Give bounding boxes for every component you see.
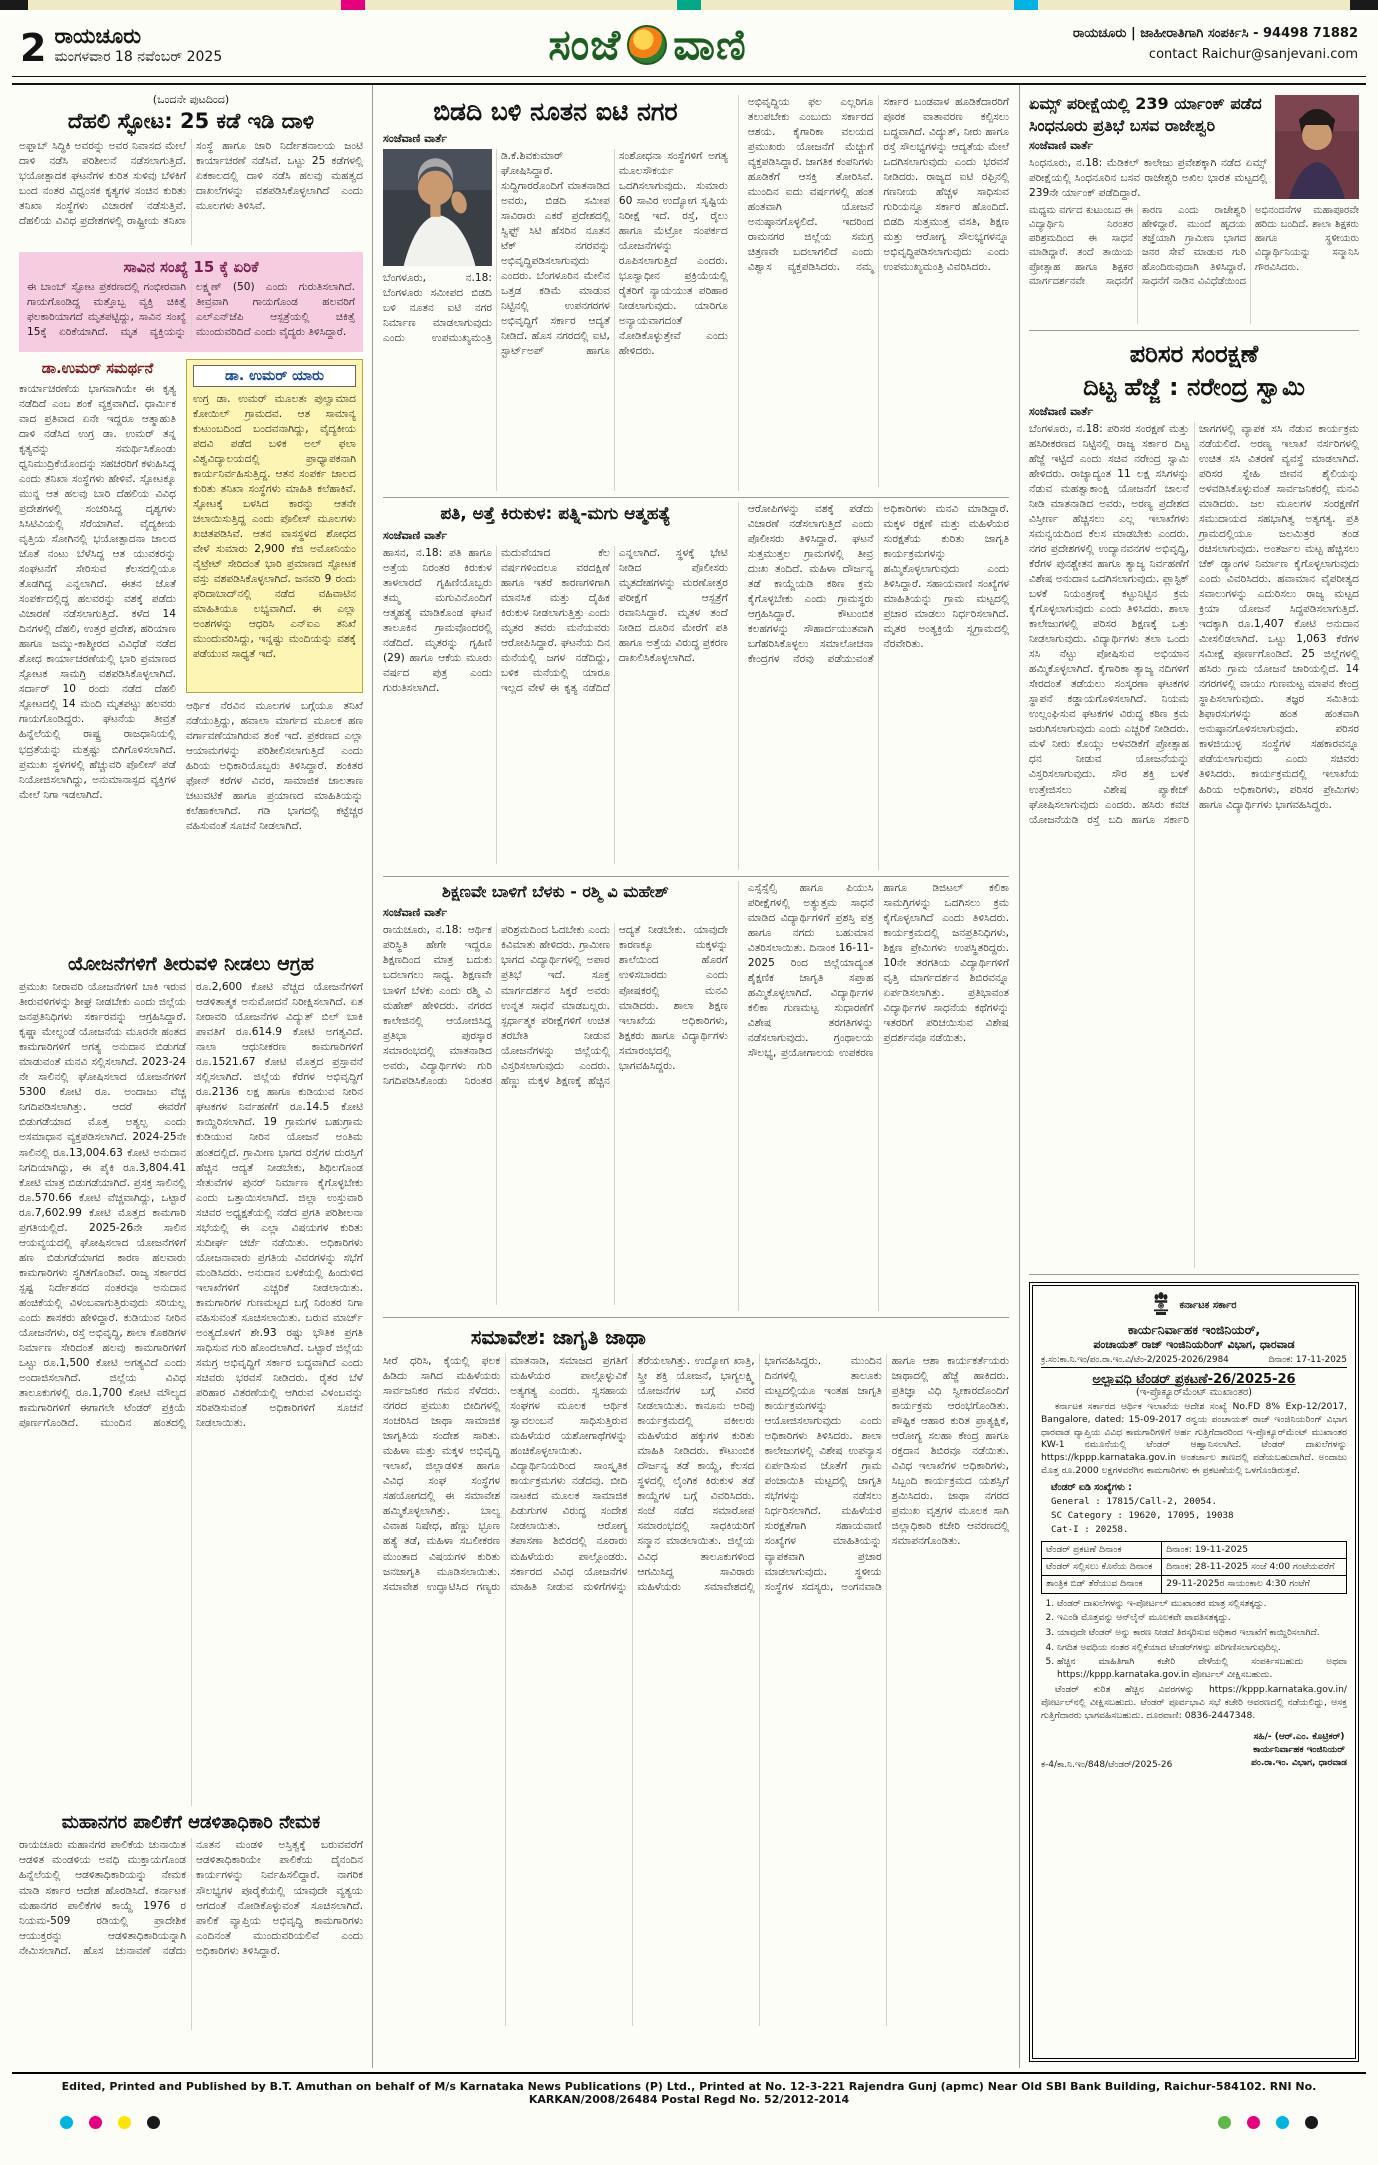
black-dot	[1305, 2116, 1318, 2129]
yojane-article-body: ಪ್ರಮುಖ ನೀರಾವರಿ ಯೋಜನೆಗಳಿಗೆ ಬಾಕಿ ಇರುವ ತೀರುವಳಿಗಳನ್ನು ಶೀಘ್ರ ನೀಡಬೇಕು ಎಂದು ಜಿಲ್ಲೆಯ ಜನಪ್ರತಿನಿಧಿಗಳು ಸರ್ಕಾರವನ್ನು ಆಗ್ರಹಿಸಿದ್ದಾರೆ. ಕೃಷ್ಣಾ ಮೇಲ್ದಂಡೆ ಯೋಜನೆಯ ಮೂರನೇ ಹಂತದ ಕಾಮಗಾರಿಗಳಿಗೆ ಅಗತ್ಯ ಅನುದಾನ ಬಿಡುಗಡೆ ಮಾಡುವಂತೆ ಮನವಿ ಸಲ್ಲಿಸಲಾಗಿದೆ. 2023-24 ನೇ ಸಾಲಿನಲ್ಲಿ ಘೋಷಿಸಲಾದ ಯೋಜನೆಗಳಿಗೆ 5300 ಕೋಟಿ ರೂ. ಅಂದಾಜು ವೆಚ್ಚ ನಿಗದಿಪಡಿಸಲಾಗಿತ್ತು. ಆದರೆ ಈವರೆಗೆ ಬಿಡುಗಡೆಯಾದ ಮೊತ್ತ ಅತ್ಯಲ್ಪ ಎಂದು ಅಸಮಾಧಾನ ವ್ಯಕ್ತಪಡಿಸಲಾಗಿದೆ. 2024-25ನೇ ಸಾಲಿನಲ್ಲಿ ರೂ.13,004.63 ಕೋಟಿ ಅನುದಾನ ನಿಗದಿಯಾಗಿದ್ದು, ಈ ಪೈಕಿ ರೂ.3,804.41 ಕೋಟಿ ಮಾತ್ರ ಬಿಡುಗಡೆಯಾಗಿದೆ. ಪ್ರಸಕ್ತ ಸಾಲಿನಲ್ಲಿ ರೂ.570.66 ಕೋಟಿ ವೆಚ್ಚವಾಗಿದ್ದು, ಒಟ್ಟಾರೆ ರೂ.7,602.99 ಕೋಟಿ ಮೊತ್ತದ ಕಾಮಗಾರಿ ಪ್ರಗತಿಯಲ್ಲಿದೆ. 2025-26ನೇ ಸಾಲಿನ ಆಯವ್ಯಯದಲ್ಲಿ ಘೋಷಿಸಲಾದ ಯೋಜನೆಗಳಿಗೆ ಹಣ ಬಿಡುಗಡೆಯಾಗದ ಕಾರಣ ಹಲವಾರು ಕಾಮಗಾರಿಗಳು ಸ್ಥಗಿತಗೊಂಡಿವೆ. ರಾಜ್ಯ ಸರ್ಕಾರದ ಸ್ಪಷ್ಟ ನಿರ್ದೇಶನದ ನಂತರವೂ ಅನುದಾನ ಹಂಚಿಕೆಯಲ್ಲಿ ವಿಳಂಬವಾಗುತ್ತಿರುವುದು ಸರಿಯಲ್ಲ ಎಂದು ಶಾಸಕರು ಹೇಳಿದ್ದಾರೆ. ಕುಡಿಯುವ ನೀರಿನ ಯೋಜನೆಗಳು, ರಸ್ತೆ ಅಭಿವೃದ್ಧಿ, ಶಾಲಾ ಕೊಠಡಿಗಳ ನಿರ್ಮಾಣ ಸೇರಿದಂತೆ ಹಲವು ಕಾಮಗಾರಿಗಳಿಗೆ ಒಟ್ಟು ರೂ.1,500 ಕೋಟಿ ಅಗತ್ಯವಿದೆ ಎಂದು ಅಂದಾಜಿಸಲಾಗಿದೆ. ಜಿಲ್ಲೆಯ ವಿವಿಧ ತಾಲೂಕುಗಳಲ್ಲಿ ರೂ.1,700 ಕೋಟಿ ಮೌಲ್ಯದ ಕಾಮಗಾರಿಗಳಿಗೆ ಈಗಾಗಲೇ ಟೆಂಡರ್ ಪ್ರಕ್ರಿಯೆ ಪೂರ್ಣಗೊಂಡಿದೆ. ಮುಂದಿನ ಹಂತದಲ್ಲಿ ರೂ.2,600 ಕೋಟಿ ವೆಚ್ಚದ ಯೋಜನೆಗಳಿಗೆ ಆಡಳಿತಾತ್ಮಕ ಅನುಮೋದನೆ ನಿರೀಕ್ಷಿಸಲಾಗಿದೆ. ಏತ ನೀರಾವರಿ ಯೋಜನೆಗಳ ವಿದ್ಯುತ್ ಬಿಲ್ ಬಾಕಿ ಪಾವತಿಗೆ ರೂ.614.9 ಕೋಟಿ ಅಗತ್ಯವಿದೆ. ನಾಲಾ ಆಧುನೀಕರಣ ಕಾಮಗಾರಿಗಳಿಗೆ ರೂ.1521.67 ಕೋಟಿ ಮೊತ್ತದ ಪ್ರಸ್ತಾವನೆ ಸಲ್ಲಿಸಲಾಗಿದೆ. ಜಿಲ್ಲೆಯ ಕೆರೆಗಳ ಅಭಿವೃದ್ಧಿಗೆ ರೂ.2136 ಲಕ್ಷ ಹಾಗೂ ಕುಡಿಯುವ ನೀರಿನ ಘಟಕಗಳ ನಿರ್ವಹಣೆಗೆ ರೂ.14.5 ಕೋಟಿ ಕಾಯ್ದಿರಿಸಲಾಗಿದೆ. 19 ಗ್ರಾಮಗಳ ಬಹುಗ್ರಾಮ ಕುಡಿಯುವ ನೀರಿನ ಯೋಜನೆ ಅಂತಿಮ ಹಂತದಲ್ಲಿದೆ. ಗ್ರಾಮೀಣ ಭಾಗದ ರಸ್ತೆಗಳ ದುರಸ್ತಿಗೆ ಹೆಚ್ಚಿನ ಆದ್ಯತೆ ನೀಡಬೇಕು, ಶಿಥಿಲಗೊಂಡ ಸೇತುವೆಗಳ ಪುನರ್ ನಿರ್ಮಾಣ ಕೈಗೊಳ್ಳಬೇಕು ಎಂದು ಒತ್ತಾಯಿಸಲಾಗಿದೆ. ಜಿಲ್ಲಾ ಉಸ್ತುವಾರಿ ಸಚಿವರ ಅಧ್ಯಕ್ಷತೆಯಲ್ಲಿ ನಡೆದ ಪ್ರಗತಿ ಪರಿಶೀಲನಾ ಸಭೆಯಲ್ಲಿ ಈ ಎಲ್ಲಾ ವಿಷಯಗಳ ಕುರಿತು ಸುದೀರ್ಘ ಚರ್ಚೆ ನಡೆಯಿತು. ಅಧಿಕಾರಿಗಳು ಯೋಜನಾವಾರು ಪ್ರಗತಿಯ ವಿವರಗಳನ್ನು ಸಭೆಗೆ ಮಂಡಿಸಿದರು. ಅನುದಾನ ಬಳಕೆಯಲ್ಲಿ ಹಿಂದುಳಿದ ಇಲಾಖೆಗಳಿಗೆ ಎಚ್ಚರಿಕೆ ನೀಡಲಾಯಿತು. ಕಾಮಗಾರಿಗಳ ಗುಣಮಟ್ಟದ ಬಗ್ಗೆ ನಿರಂತರ ನಿಗಾ ವಹಿಸುವಂತೆ ಸೂಚಿಸಲಾಯಿತು. ಬರುವ ಮಾರ್ಚ್ ಅಂತ್ಯದೊಳಗೆ ಶೇ.93 ರಷ್ಟು ಭೌತಿಕ ಪ್ರಗತಿ ಸಾಧಿಸುವ ಗುರಿ ಹೊಂದಲಾಗಿದೆ. ಒಟ್ಟಾರೆ ಜಿಲ್ಲೆಯ ಸಮಗ್ರ ಅಭಿವೃದ್ಧಿಗೆ ಸರ್ಕಾರ ಬದ್ಧವಾಗಿದೆ ಎಂದು ಸಚಿವರು ಭರವಸೆ ನೀಡಿದರು. ರೈತರ ಬೆಳೆ ಪರಿಹಾರ ವಿತರಣೆಯಲ್ಲಿ ಆಗಿರುವ ವಿಳಂಬವನ್ನು ಸರಿಪಡಿಸುವಂತೆ ಅಧಿಕಾರಿಗಳಿಗೆ ಸೂಚನೆ ನೀಡಲಾಯಿತು.	[19, 981, 363, 1430]
masthead	[0, 10, 1378, 74]
paper-title-left: ಸಂಜೆ	[548, 20, 622, 69]
delhi-article-middle	[19, 359, 363, 947]
advert-contact-line: ರಾಯಚೂರು | ಜಾಹೀರಾತಿಗಾಗಿ ಸಂಪರ್ಕಿಸಿ - 94498 71882	[1072, 26, 1358, 42]
color-marks-left	[60, 2116, 160, 2129]
page-number: 2	[20, 26, 47, 71]
article-samavesha	[383, 1318, 1009, 2027]
byline-pati-atte: ಸಂಜೆವಾಣಿ ವಾರ್ತೆ	[383, 528, 448, 542]
aims-article-lead: ಸಿಂಧನೂರು, ನ.18: ಮೆಡಿಕಲ್ ಕಾಲೇಜು ಪ್ರವೇಶಕ್ಕಾಗಿ ನಡೆದ ಏಮ್ಸ್ ಪರೀಕ್ಷೆಯಲ್ಲಿ ಸಿಂಧನೂರಿನ ಬಸವ ರಾಜೇಶ್ವರಿ ಅಖಿಲ ಭಾರತ ಮಟ್ಟದಲ್ಲಿ 239ನೇ ರ್ಯಾಂಕ್ ಪಡೆದಿದ್ದಾರೆ.	[1029, 156, 1267, 199]
bidadi-article-body-continued: ಅಭಿವೃದ್ಧಿಯ ಫಲ ಎಲ್ಲರಿಗೂ ತಲುಪಬೇಕು ಎಂಬುದು ಸರ್ಕಾರದ ಆಶಯ. ಕೈಗಾರಿಕಾ ವಲಯದ ಪ್ರಮುಖರು ಯೋಜನೆಗೆ ಮೆಚ್ಚುಗೆ ವ್ಯಕ್ತಪಡಿಸಿದ್ದಾರೆ. ಜಾಗತಿಕ ಕಂಪನಿಗಳು ಹೂಡಿಕೆಗೆ ಆಸಕ್ತಿ ತೋರಿಸಿವೆ. ಮುಂದಿನ ಐದು ವರ್ಷಗಳಲ್ಲಿ ಹಂತ ಹಂತವಾಗಿ ಯೋಜನೆ ಅನುಷ್ಠಾನಗೊಳ್ಳಲಿದೆ. ಇದರಿಂದ ರಾಮನಗರ ಜಿಲ್ಲೆಯ ಸಮಗ್ರ ಚಿತ್ರಣವೇ ಬದಲಾಗಲಿದೆ ಎಂದು ವಿಶ್ವಾಸ ವ್ಯಕ್ತಪಡಿಸಿದರು. ನಮ್ಮ ಸರ್ಕಾರ ಬಂಡವಾಳ ಹೂಡಿಕೆದಾರರಿಗೆ ಪೂರಕ ವಾತಾವರಣ ಕಲ್ಪಿಸಲು ಬದ್ಧವಾಗಿದೆ. ವಿದ್ಯುತ್, ನೀರು ಹಾಗೂ ರಸ್ತೆ ಸೌಲಭ್ಯಗಳನ್ನು ಆದ್ಯತೆಯ ಮೇಲೆ ಒದಗಿಸಲಾಗುವುದು ಎಂದು ಭರವಸೆ ನೀಡಿದರು. ರಾಜ್ಯದ ಐಟಿ ರಫ್ತಿನಲ್ಲಿ ಗಣನೀಯ ಹೆಚ್ಚಳ ಸಾಧಿಸುವ ಗುರಿಯನ್ನೂ ಸರ್ಕಾರ ಹೊಂದಿದೆ. ಬಿಡದಿ ಸುತ್ತಮುತ್ತ ವಸತಿ, ಶಿಕ್ಷಣ ಮತ್ತು ಆರೋಗ್ಯ ಸೌಲಭ್ಯಗಳನ್ನೂ ಅಭಿವೃದ್ಧಿಪಡಿಸಲಾಗುವುದು ಎಂದು ಉಪಮುಖ್ಯಮಂತ್ರಿ ವಿವರಿಸಿದರು.	[747, 96, 1009, 274]
tender-condition: 1. ಟೆಂಡರ್ ದಾಖಲೆಗಳನ್ನು ಇ-ಪೋರ್ಟಲ್ ಮುಖಾಂತರ ಮಾತ್ರ ಸಲ್ಲಿಸತಕ್ಕದ್ದು.	[1057, 1598, 1347, 1611]
tender-id-general: General : 17815/Call-2, 20054.	[1051, 1496, 1217, 1508]
byline-bidadi: ಸಂಜೆವಾಣಿ ವಾರ್ತೆ	[383, 131, 448, 145]
headline-aims-line2: ಸಿಂಧನೂರು ಪ್ರತಿಭೆ ಬಸವ ರಾಜೇಶ್ವರಿ	[1029, 115, 1216, 135]
shikshana-article-body-continued: ಎಸ್ಸೆಸ್ಸೆಲ್ಸಿ ಹಾಗೂ ಪಿಯುಸಿ ಪರೀಕ್ಷೆಗಳಲ್ಲಿ ಅತ್ಯುತ್ತಮ ಸಾಧನೆ ಮಾಡಿದ ವಿದ್ಯಾರ್ಥಿಗಳಿಗೆ ಪ್ರಶಸ್ತಿ ಪತ್ರ ಹಾಗೂ ನಗದು ಬಹುಮಾನ ವಿತರಿಸಲಾಯಿತು. ದಿನಾಂಕ 16-11-2025 ರಿಂದ ಜಿಲ್ಲೆಯಾದ್ಯಂತ ಶೈಕ್ಷಣಿಕ ಜಾಗೃತಿ ಸಪ್ತಾಹ ಹಮ್ಮಿಕೊಳ್ಳಲಾಗಿದೆ. ವಿದ್ಯಾರ್ಥಿಗಳ ಕಲಿಕಾ ಗುಣಮಟ್ಟ ಸುಧಾರಣೆಗೆ ವಿಶೇಷ ತರಗತಿಗಳನ್ನು ನಡೆಸಲಾಗುವುದು. ಗ್ರಂಥಾಲಯ ಸೌಲಭ್ಯ, ಪ್ರಯೋಗಾಲಯ ಉಪಕರಣ ಹಾಗೂ ಡಿಜಿಟಲ್ ಕಲಿಕಾ ಸಾಮಗ್ರಿಗಳನ್ನು ಒದಗಿಸಲು ಕ್ರಮ ಕೈಗೊಳ್ಳಲಾಗಿದೆ ಎಂದು ತಿಳಿಸಿದರು. ಕಾರ್ಯಕ್ರಮದಲ್ಲಿ ಜನಪ್ರತಿನಿಧಿಗಳು, ಶಿಕ್ಷಣ ಪ್ರೇಮಿಗಳು ಉಪಸ್ಥಿತರಿದ್ದರು. 10ನೇ ತರಗತಿಯ ವಿದ್ಯಾರ್ಥಿಗಳಿಗೆ ವೃತ್ತಿ ಮಾರ್ಗದರ್ಶನ ಶಿಬಿರವನ್ನೂ ಏರ್ಪಡಿಸಲಾಗಿತ್ತು. ಪ್ರತಿಭಾವಂತ ವಿದ್ಯಾರ್ಥಿಗಳ ಸಾಧನೆಯ ಕಥೆಗಳನ್ನು ಇತರರಿಗೆ ಪರಿಚಯಿಸುವ ವಿಶೇಷ ಪ್ರದರ್ಶನವೂ ನಡೆಯಿತು.	[747, 881, 1009, 1059]
dk-shivakumar-photo	[383, 149, 492, 266]
samavesha-article-body: ಸೀರೆ ಧರಿಸಿ, ಕೈಯಲ್ಲಿ ಫಲಕ ಹಿಡಿದು ಸಾಗಿದ ಮಹಿಳೆಯರು ಸಾರ್ವಜನಿಕರ ಗಮನ ಸೆಳೆದರು. ನಗರದ ಪ್ರಮುಖ ಬೀದಿಗಳಲ್ಲಿ ಸಂಚರಿಸಿದ ಜಾಥಾ ಸಾಮಾಜಿಕ ಜಾಗೃತಿಯ ಸಂದೇಶ ಸಾರಿತು. ಮಹಿಳಾ ಮತ್ತು ಮಕ್ಕಳ ಅಭಿವೃದ್ಧಿ ಇಲಾಖೆ, ಜಿಲ್ಲಾಡಳಿತ ಹಾಗೂ ವಿವಿಧ ಸಂಘ ಸಂಸ್ಥೆಗಳ ಸಹಯೋಗದಲ್ಲಿ ಈ ಸಮಾವೇಶ ಹಮ್ಮಿಕೊಳ್ಳಲಾಗಿತ್ತು. ಬಾಲ್ಯ ವಿವಾಹ ನಿಷೇಧ, ಹೆಣ್ಣು ಭ್ರೂಣ ಹತ್ಯೆ ತಡೆ, ಮಹಿಳಾ ಸಬಲೀಕರಣ ಮುಂತಾದ ವಿಷಯಗಳ ಕುರಿತು ಜನಜಾಗೃತಿ ಮೂಡಿಸಲಾಯಿತು. ಸಮಾವೇಶ ಉದ್ಘಾಟಿಸಿದ ಗಣ್ಯರು ಮಾತನಾಡಿ, ಸಮಾಜದ ಪ್ರಗತಿಗೆ ಮಹಿಳೆಯರ ಪಾಲ್ಗೊಳ್ಳುವಿಕೆ ಅತ್ಯಗತ್ಯ ಎಂದರು. ಸ್ವಸಹಾಯ ಸಂಘಗಳ ಮೂಲಕ ಆರ್ಥಿಕ ಸ್ವಾವಲಂಬನೆ ಸಾಧಿಸುತ್ತಿರುವ ಮಹಿಳೆಯರ ಯಶೋಗಾಥೆಗಳನ್ನು ಹಂಚಿಕೊಳ್ಳಲಾಯಿತು. ವಿದ್ಯಾರ್ಥಿನಿಯರಿಂದ ಸಾಂಸ್ಕೃತಿಕ ಕಾರ್ಯಕ್ರಮಗಳು ನಡೆದವು. ಬೀದಿ ನಾಟಕದ ಮೂಲಕ ಸಾಮಾಜಿಕ ಪಿಡುಗುಗಳ ವಿರುದ್ಧ ಸಂದೇಶ ನೀಡಲಾಯಿತು. ಆರೋಗ್ಯ ತಪಾಸಣಾ ಶಿಬಿರದಲ್ಲಿ ನೂರಾರು ಮಹಿಳೆಯರು ಪಾಲ್ಗೊಂಡರು. ಸರ್ಕಾರದ ವಿವಿಧ ಯೋಜನೆಗಳ ಮಾಹಿತಿ ನೀಡುವ ಮಳಿಗೆಗಳನ್ನು ತೆರೆಯಲಾಗಿತ್ತು. ಉದ್ಯೋಗ ಖಾತ್ರಿ, ಸ್ತ್ರೀ ಶಕ್ತಿ ಯೋಜನೆ, ಭಾಗ್ಯಲಕ್ಷ್ಮಿ ಯೋಜನೆಗಳ ಬಗ್ಗೆ ವಿವರ ನೀಡಲಾಯಿತು. ಕಾನೂನು ಅರಿವು ಕಾರ್ಯಕ್ರಮದಲ್ಲಿ ವಕೀಲರು ಮಹಿಳೆಯರ ಹಕ್ಕುಗಳ ಕುರಿತು ಮಾಹಿತಿ ನೀಡಿದರು. ಕೌಟುಂಬಿಕ ದೌರ್ಜನ್ಯ ತಡೆ ಕಾಯ್ದೆ, ಕೆಲಸದ ಸ್ಥಳದಲ್ಲಿ ಲೈಂಗಿಕ ಕಿರುಕುಳ ತಡೆ ಕಾಯ್ದೆಗಳ ಬಗ್ಗೆ ವಿವರಿಸಿದರು. ಸಂಜೆ ನಡೆದ ಸಮಾರೋಪ ಸಮಾರಂಭದಲ್ಲಿ ಸಾಧಕಿಯರಿಗೆ ಸನ್ಮಾನ ಮಾಡಲಾಯಿತು. ಜಿಲ್ಲೆಯ ವಿವಿಧ ತಾಲೂಕುಗಳಿಂದ ಆಗಮಿಸಿದ್ದ ಸಾವಿರಾರು ಮಹಿಳೆಯರು ಸಮಾವೇಶದಲ್ಲಿ ಭಾಗವಹಿಸಿದ್ದರು. ಮುಂದಿನ ದಿನಗಳಲ್ಲಿ ತಾಲೂಕು ಮಟ್ಟದಲ್ಲಿಯೂ ಇಂತಹ ಜಾಗೃತಿ ಕಾರ್ಯಕ್ರಮಗಳನ್ನು ಆಯೋಜಿಸಲಾಗುವುದು ಎಂದು ಅಧಿಕಾರಿಗಳು ತಿಳಿಸಿದರು. ಶಾಲಾ ಕಾಲೇಜುಗಳಲ್ಲಿ ವಿಶೇಷ ಉಪನ್ಯಾಸ ಏರ್ಪಡಿಸುವ ಜೊತೆಗೆ ಗ್ರಾಮ ಪಂಚಾಯಿತಿ ಮಟ್ಟದಲ್ಲಿ ಜಾಗೃತಿ ಸಭೆಗಳನ್ನು ನಡೆಸಲು ನಿರ್ಧರಿಸಲಾಗಿದೆ. ಮಹಿಳೆಯರ ಸುರಕ್ಷತೆಗಾಗಿ ಸಹಾಯವಾಣಿ ಸಂಖ್ಯೆಗಳ ಮಾಹಿತಿಯನ್ನು ವ್ಯಾಪಕವಾಗಿ ಪ್ರಚಾರ ಮಾಡಲಾಗುವುದು. ಸ್ಥಳೀಯ ಸಂಸ್ಥೆಗಳ ಸದಸ್ಯರು, ಅಂಗನವಾಡಿ ಹಾಗೂ ಆಶಾ ಕಾರ್ಯಕರ್ತೆಯರು ಜಾಥಾದಲ್ಲಿ ಹೆಜ್ಜೆ ಹಾಕಿದರು. ಪ್ರತಿಜ್ಞಾ ವಿಧಿ ಸ್ವೀಕಾರದೊಂದಿಗೆ ಕಾರ್ಯಕ್ರಮ ಆರಂಭಗೊಂಡಿತು. ಪೌಷ್ಟಿಕ ಆಹಾರ ಕುರಿತ ಪ್ರಾತ್ಯಕ್ಷಿಕೆ, ಆರೋಗ್ಯ ಸಲಹಾ ಕೇಂದ್ರ ಹಾಗೂ ರಕ್ತದಾನ ಶಿಬಿರವೂ ನಡೆಯಿತು. ವಿವಿಧ ಇಲಾಖೆಗಳ ಅಧಿಕಾರಿಗಳು, ಸಿಬ್ಬಂದಿ ಕಾರ್ಯಕ್ರಮದ ಯಶಸ್ಸಿಗೆ ಶ್ರಮಿಸಿದರು. ಜಾಥಾ ನಗರದ ಪ್ರಮುಖ ವೃತ್ತಗಳ ಮೂಲಕ ಸಾಗಿ ಜಿಲ್ಲಾಧಿಕಾರಿ ಕಚೇರಿ ಆವರಣದಲ್ಲಿ ಸಮಾಪನಗೊಂಡಿತು.	[383, 1355, 1009, 1593]
tender-schedule-row: ಟೆಂಡರ್ ಸಲ್ಲಿಸಲು ಕೊನೆಯ ದಿನಾಂಕ ದಿನಾಂಕ: 28-11-2025 ಸಂಜೆ 4:00 ಗಂಟೆಯವರೆಗೆ	[1042, 1558, 1347, 1575]
karnataka-emblem-icon	[1151, 1291, 1171, 1321]
bidadi-article-body: ಬೆಂಗಳೂರು, ನ.18: ಬೆಂಗಳೂರು ಸಮೀಪದ ಬಿಡದಿ ಬಳಿ ನೂತನ ಐಟಿ ನಗರ ನಿರ್ಮಾಣ ಮಾಡಲಾಗುವುದು ಎಂದು ಉಪಮುಖ್ಯಮಂತ್ರಿ ಡಿ.ಕೆ.ಶಿವಕುಮಾರ್ ಘೋಷಿಸಿದ್ದಾರೆ. ಸುದ್ದಿಗಾರರೊಂದಿಗೆ ಮಾತನಾಡಿದ ಅವರು, ಬಿಡದಿ ಸಮೀಪ ಸಾವಿರಾರು ಎಕರೆ ಪ್ರದೇಶದಲ್ಲಿ ಸ್ವಿಫ್ಟ್ ಸಿಟಿ ಹೆಸರಿನ ನೂತನ ಟೆಕ್ ನಗರವನ್ನು ಅಭಿವೃದ್ಧಿಪಡಿಸಲಾಗುವುದು ಎಂದರು. ಬೆಂಗಳೂರಿನ ಮೇಲಿನ ಒತ್ತಡ ಕಡಿಮೆ ಮಾಡುವ ನಿಟ್ಟಿನಲ್ಲಿ ಉಪನಗರಗಳ ಅಭಿವೃದ್ಧಿಗೆ ಸರ್ಕಾರ ಆದ್ಯತೆ ನೀಡಿದೆ. ಹೊಸ ನಗರದಲ್ಲಿ ಐಟಿ, ಸ್ಟಾರ್ಟ್‌ಅಪ್ ಹಾಗೂ ಸಂಶೋಧನಾ ಸಂಸ್ಥೆಗಳಿಗೆ ಅಗತ್ಯ ಮೂಲಸೌಕರ್ಯ ಒದಗಿಸಲಾಗುವುದು. ಸುಮಾರು 60 ಸಾವಿರ ಉದ್ಯೋಗ ಸೃಷ್ಟಿಯ ನಿರೀಕ್ಷೆ ಇದೆ. ರಸ್ತೆ, ರೈಲು ಹಾಗೂ ಮೆಟ್ರೋ ಸಂಪರ್ಕದ ಯೋಜನೆಗಳನ್ನು ರೂಪಿಸಲಾಗುತ್ತಿದೆ ಎಂದರು. ಭೂಸ್ವಾಧೀನ ಪ್ರಕ್ರಿಯೆಯಲ್ಲಿ ರೈತರಿಗೆ ನ್ಯಾಯಯುತ ಪರಿಹಾರ ನೀಡಲಾಗುವುದು. ಯಾರಿಗೂ ಅನ್ಯಾಯವಾಗದಂತೆ ನೋಡಿಕೊಳ್ಳುತ್ತೇವೆ ಎಂದು ಹೇಳಿದರು.	[383, 149, 728, 357]
article-parisara	[1029, 331, 1359, 1275]
umar-defense-heading: ಡಾ.ಉಮರ್ ಸಮರ್ಥನೆ	[41, 360, 154, 377]
aims-article-body: ಮಧ್ಯಮ ವರ್ಗದ ಕುಟುಂಬದ ಈ ವಿದ್ಯಾರ್ಥಿನಿ ನಿರಂತರ ಪರಿಶ್ರಮದಿಂದ ಈ ಸಾಧನೆ ಮಾಡಿದ್ದಾರೆ. ತಂದೆ ತಾಯಿಯ ಪ್ರೋತ್ಸಾಹ ಹಾಗೂ ಶಿಕ್ಷಕರ ಮಾರ್ಗದರ್ಶನವೇ ಸಾಧನೆಗೆ ಕಾರಣ ಎಂದು ರಾಜೇಶ್ವರಿ ಹೇಳಿದ್ದಾರೆ. ಮುಂದೆ ಹೃದಯ ತಜ್ಞೆಯಾಗಿ ಗ್ರಾಮೀಣ ಭಾಗದ ಜನರ ಸೇವೆ ಮಾಡುವ ಗುರಿ ಹೊಂದಿರುವುದಾಗಿ ತಿಳಿಸಿದ್ದಾರೆ. ಸಾಧನೆಗೆ ನಾಡಿನ ವಿವಿಧೆಡೆಯಿಂದ ಅಭಿನಂದನೆಗಳ ಮಹಾಪೂರವೇ ಹರಿದು ಬಂದಿದೆ. ಶಾಲಾ ಶಿಕ್ಷಕರು ಹಾಗೂ ಸ್ಥಳೀಯರು ವಿದ್ಯಾರ್ಥಿನಿಯನ್ನು ಸನ್ಮಾನಿಸಿ ಗೌರವಿಸಿದರು.	[1029, 204, 1359, 287]
headline-aims-line1: ಏಮ್ಸ್ ಪರೀಕ್ಷೆಯಲ್ಲಿ 239 ರ್ಯಾಂಕ್ ಪಡೆದ	[1029, 94, 1262, 113]
reg-mark-black-left	[0, 0, 28, 10]
tender-id-cat1: Cat-I : 20258.	[1051, 1523, 1129, 1535]
tender-signature-block	[1251, 1731, 1347, 1770]
magenta-dot	[1247, 2116, 1260, 2129]
headline-samavesha: ಸಮಾವೇಶ: ಜಾಗೃತಿ ಜಾಥಾ	[470, 1324, 646, 1349]
umar-defense-body: ಕಾರ್ಯಾಚರಣೆಯ ಭಾಗವಾಗಿಯೇ ಈ ಕೃತ್ಯ ನಡೆದಿದೆ ಎಂಬ ಶಂಕೆ ವ್ಯಕ್ತವಾಗಿದೆ. ಧಾರ್ಮಿಕ ವಾದ ಪ್ರತಿವಾದ ಏನೇ ಇದ್ದರೂ ಆತ್ಮಾಹುತಿ ದಾಳಿ ನಡೆಸಿದ ಉಗ್ರ ಡಾ. ಉಮರ್ ತನ್ನ ಕೃತ್ಯವನ್ನು ಸಮರ್ಥಿಸಿಕೊಂಡು ಧ್ವನಿಮುದ್ರಿಕೆಯೊಂದನ್ನು ಸಹಚರರಿಗೆ ಕಳುಹಿಸಿದ್ದ ಎಂದು ತನಿಖಾ ಸಂಸ್ಥೆಗಳು ಹೇಳಿವೆ. ಸ್ಫೋಟಕ್ಕೂ ಮುನ್ನ ಆತ ಹಲವು ಬಾರಿ ದೆಹಲಿಯ ವಿವಿಧ ಪ್ರದೇಶಗಳಲ್ಲಿ ಸಂಚರಿಸಿದ್ದ ದೃಶ್ಯಗಳು ಸಿಸಿಟಿವಿಯಲ್ಲಿ ಸೆರೆಯಾಗಿವೆ. ವೈದ್ಯಕೀಯ ವೃತ್ತಿಯ ಸೋಗಿನಲ್ಲಿ ಭಯೋತ್ಪಾದನಾ ಜಾಲದ ಜೊತೆ ನಂಟು ಬೆಳೆಸಿದ್ದ ಆತ ಯುವಕರನ್ನು ಸಂಘಟನೆಗೆ ಸೇರಿಸುವ ಕೆಲಸದಲ್ಲಿಯೂ ತೊಡಗಿದ್ದ ಎನ್ನಲಾಗಿದೆ. ಈತನ ಜೊತೆ ಸಂಪರ್ಕದಲ್ಲಿದ್ದ ಹಲವರನ್ನು ವಶಕ್ಕೆ ಪಡೆದು ವಿಚಾರಣೆ ನಡೆಸಲಾಗುತ್ತಿದೆ. ಕಳೆದ 14 ದಿನಗಳಲ್ಲಿ ದೆಹಲಿ, ಉತ್ತರ ಪ್ರದೇಶ, ಹರಿಯಾಣ ಹಾಗೂ ಜಮ್ಮು-ಕಾಶ್ಮೀರದ ವಿವಿಧೆಡೆ ನಡೆದ ಶೋಧ ಕಾರ್ಯಾಚರಣೆಯಲ್ಲಿ ಭಾರಿ ಪ್ರಮಾಣದ ಸ್ಫೋಟಕ ಸಾಮಗ್ರಿ ವಶಪಡಿಸಿಕೊಳ್ಳಲಾಗಿದೆ. ಸರ್ದಾರ್ 10 ರಂದು ನಡೆದ ದೆಹಲಿ ಸ್ಫೋಟದಲ್ಲಿ 14 ಮಂದಿ ಮೃತಪಟ್ಟು ಹಲವರು ಗಾಯಗೊಂಡಿದ್ದರು. ಘಟನೆಯ ತೀವ್ರತೆ ಹಿನ್ನೆಲೆಯಲ್ಲಿ ರಾಷ್ಟ್ರ ರಾಜಧಾನಿಯಲ್ಲಿ ಭದ್ರತೆಯನ್ನು ಮತ್ತಷ್ಟು ಬಿಗಿಗೊಳಿಸಲಾಗಿದೆ. ಪ್ರಮುಖ ಸ್ಥಳಗಳಲ್ಲಿ ಹೆಚ್ಚುವರಿ ಪೊಲೀಸ್ ಪಡೆ ನಿಯೋಜಿಸಲಾಗಿದ್ದು, ಅನುಮಾನಾಸ್ಪದ ವ್ಯಕ್ತಿಗಳ ಮೇಲೆ ನಿಗಾ ಇಡಲಾಗಿದೆ.	[19, 382, 176, 801]
tender-signature-office: ಪಂ.ರಾ.ಇಂ. ವಿಭಾಗ, ಧಾರವಾಡ	[1251, 1758, 1347, 1769]
tender-notice	[1029, 1282, 1359, 2062]
article-pati-atte	[383, 498, 1009, 877]
article-shikshana	[383, 877, 1009, 1318]
imprint-line: Edited, Printed and Published by B.T. Amuthan on behalf of M/s Karnataka News Publications (P) Ltd., Printed at No. 12-3-221 Rajendra Gunj (apmc) Near Old SBI Bank Building, Raichur-584102. RNI No. KARKAN/2008/26484 Postal Regd No. 52/2012-2014	[12, 2072, 1366, 2108]
headline-delhi-blast: ದೆಹಲಿ ಸ್ಫೋಟ: 25 ಕಡೆ ಇಡಿ ದಾಳಿ	[67, 109, 315, 133]
tender-conditions-list	[1057, 1598, 1347, 1682]
headline-yojane: ಯೋಜನೆಗಳಿಗೆ ತೀರುವಳಿ ನೀಡಲು ಆಗ್ರಹ	[68, 952, 314, 975]
death-toll-heading: ಸಾವಿನ ಸಂಖ್ಯೆ 15 ಕ್ಕೆ ಏರಿಕೆ	[123, 257, 259, 276]
headline-shikshana: ಶಿಕ್ಷಣವೇ ಬಾಳಿಗೆ ಬೆಳಕು - ರಶ್ಮಿ ವಿ ಮಹೇಶ್	[442, 881, 669, 901]
magenta-dot	[89, 2116, 102, 2129]
contact-email: contact Raichur@sanjevani.com	[1148, 47, 1358, 62]
continuation-label: (ಒಂದನೇ ಪುಟದಿಂದ)	[152, 93, 230, 106]
mahanagara-article-body: ರಾಯಚೂರು ಮಹಾನಗರ ಪಾಲಿಕೆಯ ಚುನಾಯಿತ ಆಡಳಿತ ಮಂಡಳಿಯ ಅವಧಿ ಮುಕ್ತಾಯಗೊಂಡ ಹಿನ್ನೆಲೆಯಲ್ಲಿ ಆಡಳಿತಾಧಿಕಾರಿಯನ್ನು ನೇಮಕ ಮಾಡಿ ಸರ್ಕಾರ ಆದೇಶ ಹೊರಡಿಸಿದೆ. ಕರ್ನಾಟಕ ಮಹಾನಗರ ಪಾಲಿಕೆಗಳ ಕಾಯ್ದೆ 1976 ರ ನಿಯಮ-509 ರಡಿಯಲ್ಲಿ ಪ್ರಾದೇಶಿಕ ಆಯುಕ್ತರನ್ನು ಆಡಳಿತಾಧಿಕಾರಿಯನ್ನಾಗಿ ನೇಮಿಸಲಾಗಿದೆ. ಹೊಸ ಚುನಾವಣೆ ನಡೆದು ನೂತನ ಮಂಡಳಿ ಅಸ್ತಿತ್ವಕ್ಕೆ ಬರುವವರೆಗೆ ಆಡಳಿತಾಧಿಕಾರಿಯೇ ಪಾಲಿಕೆಯ ದೈನಂದಿನ ಕಾರ್ಯಗಳನ್ನು ನಿರ್ವಹಿಸಲಿದ್ದಾರೆ. ನಾಗರಿಕ ಸೌಲಭ್ಯಗಳ ಪೂರೈಕೆಯಲ್ಲಿ ಯಾವುದೇ ವ್ಯತ್ಯಯ ಆಗದಂತೆ ನೋಡಿಕೊಳ್ಳುವಂತೆ ಸೂಚಿಸಲಾಗಿದೆ. ಪಾಲಿಕೆ ವ್ಯಾಪ್ತಿಯ ಅಭಿವೃದ್ಧಿ ಕಾಮಗಾರಿಗಳು ಎಂದಿನಂತೆ ಮುಂದುವರಿಯಲಿವೆ ಎಂದು ಅಧಿಕಾರಿಗಳು ತಿಳಿಸಿದ್ದಾರೆ.	[19, 1839, 363, 1957]
tender-signature-name: ಸಹಿ/- (ಆರ್.ಎಂ. ಕೊಟ್ರಿಕರ್)	[1253, 1731, 1345, 1742]
paper-logo-icon	[627, 25, 667, 65]
tender-condition: 5. ಹೆಚ್ಚಿನ ಮಾಹಿತಿಗಾಗಿ ಕಚೇರಿ ವೇಳೆಯಲ್ಲಿ ಸಂಪರ್ಕಿಸಬಹುದು ಅಥವಾ https://kppp.karnataka.gov.in ಪೋರ್ಟಲ್ ವೀಕ್ಷಿಸಬಹುದು.	[1057, 1656, 1347, 1681]
left-column	[10, 85, 372, 2068]
tender-govt-name: ಕರ್ನಾಟಕ ಸರ್ಕಾರ	[1179, 1300, 1237, 1312]
tender-footer-reference: ಕ-4/ಕಾ.ನಿ.ಇಂ/848/ಟೆಂಡರ್/2025-26	[1041, 1760, 1173, 1771]
headline-parisara-line1: ಪರಿಸರ ಸಂರಕ್ಷಣೆ	[1129, 339, 1259, 368]
tender-office-line1: ಕಾರ್ಯನಿರ್ವಾಹಕ ಇಂಜಿನಿಯರ್,	[1127, 1321, 1261, 1337]
tender-paragraph-2: ಟೆಂಡರ್ ಕುರಿತ ಹೆಚ್ಚಿನ ವಿವರಗಳನ್ನು https://kppp.karnataka.gov.in/ ಪೋರ್ಟಲ್‌ನಲ್ಲಿ ವೀಕ್ಷಿಸಬಹುದು. ಟೆಂಡರ್ ಪೂರ್ವಭಾವಿ ಸಭೆ ಕಚೇರಿ ಆವರಣದಲ್ಲಿ ನಡೆಯಲಿದ್ದು, ಆಸಕ್ತ ಗುತ್ತಿಗೆದಾರರು ಭಾಗವಹಿಸಬಹುದು. ದೂರವಾಣಿ: 0836-2447348.	[1041, 1684, 1347, 1722]
cyan-dot	[1276, 2116, 1289, 2129]
headline-parisara-line2: ದಿಟ್ಟ ಹೆಜ್ಜೆ : ನರೇಂದ್ರ ಸ್ವಾಮಿ	[1083, 372, 1305, 401]
tender-signature-title: ಕಾರ್ಯನಿರ್ವಾಹಕ ಇಂಜಿನಿಯರ್	[1253, 1745, 1345, 1755]
basava-rajeshwari-photo	[1275, 95, 1359, 199]
paper-title	[548, 20, 746, 70]
tender-schedule-table	[1041, 1541, 1347, 1594]
tender-schedule-row: ಟೆಂಡರ್ ಪ್ರಕಟಣೆ ದಿನಾಂಕ ದಿನಾಂಕ: 19-11-2025	[1042, 1541, 1347, 1558]
paper-title-right: ವಾಣಿ	[673, 20, 747, 69]
umar-profile-heading: ಡಾ. ಉಮರ್ ಯಾರು	[193, 365, 356, 387]
green-dot	[1218, 2116, 1231, 2129]
tender-office-line2: ಪಂಚಾಯತ್ ರಾಜ್ ಇಂಜಿನಿಯರಿಂಗ್ ವಿಭಾಗ, ಧಾರವಾಡ	[1093, 1337, 1295, 1351]
page-body	[0, 85, 1378, 2068]
cyan-dot	[60, 2116, 73, 2129]
delhi-article-continuation: ಆರ್ಥಿಕ ನೆರವಿನ ಮೂಲಗಳ ಬಗ್ಗೆಯೂ ತನಿಖೆ ನಡೆಯುತ್ತಿದ್ದು, ಹವಾಲಾ ಮಾರ್ಗದ ಮೂಲಕ ಹಣ ವರ್ಗಾವಣೆಯಾಗಿರುವ ಶಂಕೆ ಇದೆ. ಪ್ರಕರಣದ ಎಲ್ಲಾ ಆಯಾಮಗಳನ್ನು ಪರಿಶೀಲಿಸಲಾಗುತ್ತಿದೆ ಎಂದು ಹಿರಿಯ ಅಧಿಕಾರಿಯೊಬ್ಬರು ತಿಳಿಸಿದ್ದಾರೆ. ಶಂಕಿತರ ಫೋನ್ ಕರೆಗಳ ವಿವರ, ಸಾಮಾಜಿಕ ಜಾಲತಾಣ ಚಟುವಟಿಕೆ ಹಾಗೂ ಪ್ರಯಾಣದ ಮಾಹಿತಿಯನ್ನು ಕಲೆಹಾಕಲಾಗಿದೆ. ಗಡಿ ಭಾಗದಲ್ಲಿ ಕಟ್ಟೆಚ್ಚರ ವಹಿಸುವಂತೆ ಸೂಚನೆ ನೀಡಲಾಗಿದೆ.	[185, 699, 363, 833]
pati-atte-article-body: ಹಾಸನ, ನ.18: ಪತಿ ಹಾಗೂ ಅತ್ತೆಯ ನಿರಂತರ ಕಿರುಕುಳ ತಾಳಲಾರದೆ ಗೃಹಿಣಿಯೊಬ್ಬರು ತಮ್ಮ ಮಗುವಿನೊಂದಿಗೆ ಆತ್ಮಹತ್ಯೆ ಮಾಡಿಕೊಂಡ ಘಟನೆ ತಾಲೂಕಿನ ಗ್ರಾಮವೊಂದರಲ್ಲಿ ನಡೆದಿದೆ. ಮೃತರನ್ನು ಗೃಹಿಣಿ (29) ಹಾಗೂ ಆಕೆಯ ಮೂರು ವರ್ಷದ ಪುತ್ರ ಎಂದು ಗುರುತಿಸಲಾಗಿದೆ. ಮದುವೆಯಾದ ಕೆಲ ವರ್ಷಗಳಿಂದಲೂ ವರದಕ್ಷಿಣೆ ಹಾಗೂ ಇತರೆ ಕಾರಣಗಳಿಗಾಗಿ ಮಾನಸಿಕ ಮತ್ತು ದೈಹಿಕ ಕಿರುಕುಳ ನೀಡಲಾಗುತ್ತಿತ್ತು ಎಂದು ಮೃತರ ತವರು ಮನೆಯವರು ಆರೋಪಿಸಿದ್ದಾರೆ. ಘಟನೆಯ ದಿನ ಮನೆಯಲ್ಲಿ ಜಗಳ ನಡೆದಿದ್ದು, ಬಳಿಕ ಮನೆಯಲ್ಲಿ ಯಾರೂ ಇಲ್ಲದ ವೇಳೆ ಈ ಕೃತ್ಯ ನಡೆದಿದೆ ಎನ್ನಲಾಗಿದೆ. ಸ್ಥಳಕ್ಕೆ ಭೇಟಿ ನೀಡಿದ ಪೊಲೀಸರು ಮೃತದೇಹಗಳನ್ನು ಮರಣೋತ್ತರ ಪರೀಕ್ಷೆಗೆ ಆಸ್ಪತ್ರೆಗೆ ರವಾನಿಸಿದ್ದಾರೆ. ಮೃತಳ ತಂದೆ ನೀಡಿದ ದೂರಿನ ಮೇರೆಗೆ ಪತಿ ಹಾಗೂ ಅತ್ತೆಯ ವಿರುದ್ಧ ಪ್ರಕರಣ ದಾಖಲಿಸಿಕೊಳ್ಳಲಾಗಿದೆ.	[383, 546, 728, 694]
byline-aims: ಸಂಜೆವಾಣಿ ವಾರ್ತೆ	[1029, 138, 1094, 152]
center-column	[372, 85, 1020, 2068]
byline-parisara: ಸಂಜೆವಾಣಿ ವಾರ್ತೆ	[1029, 404, 1094, 418]
tender-condition: 2. ಇಎಂಡಿ ಮೊತ್ತವನ್ನು ಆನ್‌ಲೈನ್ ಮೂಲಕವೇ ಪಾವತಿಸತಕ್ಕದ್ದು.	[1057, 1612, 1347, 1625]
shikshana-article-body: ರಾಯಚೂರು, ನ.18: ಆರ್ಥಿಕ ಪರಿಸ್ಥಿತಿ ಹೇಗೇ ಇದ್ದರೂ ಶಿಕ್ಷಣದಿಂದ ಮಾತ್ರ ಬದುಕು ಬದಲಾಗಲು ಸಾಧ್ಯ. ಶಿಕ್ಷಣವೇ ಬಾಳಿಗೆ ಬೆಳಕು ಎಂದು ರಶ್ಮಿ ವಿ ಮಹೇಶ್ ಹೇಳಿದರು. ನಗರದ ಕಾಲೇಜಿನಲ್ಲಿ ಆಯೋಜಿಸಿದ್ದ ಪ್ರತಿಭಾ ಪುರಸ್ಕಾರ ಸಮಾರಂಭದಲ್ಲಿ ಮಾತನಾಡಿದ ಅವರು, ವಿದ್ಯಾರ್ಥಿಗಳು ಗುರಿ ನಿಗದಿಪಡಿಸಿಕೊಂಡು ನಿರಂತರ ಪರಿಶ್ರಮದಿಂದ ಓದಬೇಕು ಎಂದು ಕಿವಿಮಾತು ಹೇಳಿದರು. ಗ್ರಾಮೀಣ ಭಾಗದ ವಿದ್ಯಾರ್ಥಿಗಳಲ್ಲಿ ಅಪಾರ ಪ್ರತಿಭೆ ಇದೆ. ಸೂಕ್ತ ಮಾರ್ಗದರ್ಶನ ಸಿಕ್ಕರೆ ಅವರು ಉನ್ನತ ಸಾಧನೆ ಮಾಡಬಲ್ಲರು. ಸ್ಪರ್ಧಾತ್ಮಕ ಪರೀಕ್ಷೆಗಳಿಗೆ ಉಚಿತ ತರಬೇತಿ ನೀಡುವ ಯೋಜನೆಗಳನ್ನು ಜಿಲ್ಲೆಯಲ್ಲಿ ವಿಸ್ತರಿಸಲಾಗುವುದು ಎಂದರು. ಹೆಣ್ಣು ಮಕ್ಕಳ ಶಿಕ್ಷಣಕ್ಕೆ ಹೆಚ್ಚಿನ ಆದ್ಯತೆ ನೀಡಬೇಕು. ಯಾವುದೇ ಕಾರಣಕ್ಕೂ ಮಕ್ಕಳನ್ನು ಶಾಲೆಯಿಂದ ಹೊರಗೆ ಉಳಿಸಬಾರದು ಎಂದು ಪೋಷಕರಲ್ಲಿ ಮನವಿ ಮಾಡಿದರು. ಶಾಲಾ ಶಿಕ್ಷಣ ಇಲಾಖೆಯ ಅಧಿಕಾರಿಗಳು, ಶಿಕ್ಷಕರು ಹಾಗೂ ವಿದ್ಯಾರ್ಥಿಗಳು ಸಮಾರಂಭದಲ್ಲಿ ಭಾಗವಹಿಸಿದ್ದರು.	[383, 924, 728, 1087]
tender-ids-label: ಟೆಂಡರ್ ಐಡಿ ಸಂಖ್ಯೆಗಳು :	[1051, 1482, 1132, 1493]
print-registration-strip	[0, 0, 1378, 10]
reg-mark-black-right	[1350, 0, 1378, 10]
edition-date: ಮಂಗಳವಾರ 18 ನವೆಂಬರ್ 2025	[54, 48, 223, 65]
reg-mark-magenta	[341, 0, 365, 10]
tender-subtitle: (ಇ-ಪ್ರೊಕ್ಯೂರ್‌ಮೆಂಟ್ ಮುಖಾಂತರ)	[1135, 1386, 1253, 1398]
color-marks-right	[1218, 2116, 1318, 2129]
umar-profile-box	[186, 359, 363, 693]
death-toll-box	[19, 252, 363, 352]
print-color-marks	[0, 2108, 1378, 2129]
yellow-dot	[118, 2116, 131, 2129]
tender-title: ಅಲ್ಪಾವಧಿ ಟೆಂಡರ್ ಪ್ರಕಟಣೆ-26/2025-26	[1092, 1371, 1296, 1387]
tender-reference-number: ಕ್ರ.ಸಂ:ಕಾ.ನಿ.ಇಂ/ಪಂ.ರಾ.ಇಂ.ವಿ/ಟೆಂ-2/2025-2026/2984	[1041, 1354, 1229, 1365]
tender-id-sc: SC Category : 19620, 17095, 19038	[1051, 1509, 1234, 1521]
death-toll-body: ಈ ಬಾಂಬ್ ಸ್ಫೋಟ ಪ್ರಕರಣದಲ್ಲಿ ಗಂಭೀರವಾಗಿ ಗಾಯಗೊಂಡಿದ್ದ ಮತ್ತೊಬ್ಬ ವ್ಯಕ್ತಿ ಚಿಕಿತ್ಸೆ ಫಲಕಾರಿಯಾಗದೆ ಮೃತಪಟ್ಟಿದ್ದು, ಸಾವಿನ ಸಂಖ್ಯೆ 15ಕ್ಕೆ ಏರಿಕೆಯಾಗಿದೆ. ಮೃತ ವ್ಯಕ್ತಿಯನ್ನು ಲಕ್ಷ್ಮಣ್ (50) ಎಂದು ಗುರುತಿಸಲಾಗಿದೆ. ತೀವ್ರವಾಗಿ ಗಾಯಗೊಂಡ ಹಲವರಿಗೆ ಎಲ್‌ಎನ್‌ಜೆಪಿ ಆಸ್ಪತ್ರೆಯಲ್ಲಿ ಚಿಕಿತ್ಸೆ ಮುಂದುವರಿದಿದೆ ಎಂದು ವೈದ್ಯರು ತಿಳಿಸಿದ್ದಾರೆ.	[27, 280, 355, 338]
pati-atte-article-body-continued: ಆರೋಪಿಗಳನ್ನು ವಶಕ್ಕೆ ಪಡೆದು ವಿಚಾರಣೆ ನಡೆಸಲಾಗುತ್ತಿದೆ ಎಂದು ಪೊಲೀಸರು ತಿಳಿಸಿದ್ದಾರೆ. ಘಟನೆ ಸುತ್ತಮುತ್ತಲ ಗ್ರಾಮಗಳಲ್ಲಿ ತೀವ್ರ ದುಃಖ ತಂದಿದೆ. ಮಹಿಳಾ ದೌರ್ಜನ್ಯ ತಡೆ ಕಾಯ್ದೆಯಡಿ ಕಠಿಣ ಕ್ರಮ ಕೈಗೊಳ್ಳಬೇಕು ಎಂದು ಗ್ರಾಮಸ್ಥರು ಆಗ್ರಹಿಸಿದ್ದಾರೆ. ಕೌಟುಂಬಿಕ ಕಲಹಗಳನ್ನು ಸೌಹಾರ್ದಯುತವಾಗಿ ಬಗೆಹರಿಸಿಕೊಳ್ಳಲು ಸಮಾಲೋಚನಾ ಕೇಂದ್ರಗಳ ನೆರವು ಪಡೆಯುವಂತೆ ಅಧಿಕಾರಿಗಳು ಮನವಿ ಮಾಡಿದ್ದಾರೆ. ಮಕ್ಕಳ ರಕ್ಷಣೆ ಮತ್ತು ಮಹಿಳೆಯರ ಸುರಕ್ಷತೆಯ ಕುರಿತು ಜಾಗೃತಿ ಕಾರ್ಯಕ್ರಮಗಳನ್ನು ಹಮ್ಮಿಕೊಳ್ಳಲಾಗುವುದು ಎಂದು ತಿಳಿಸಿದ್ದಾರೆ. ಸಹಾಯವಾಣಿ ಸಂಖ್ಯೆಗಳ ಮಾಹಿತಿಯನ್ನು ಗ್ರಾಮ ಮಟ್ಟದಲ್ಲಿ ಪ್ರಚಾರ ಮಾಡಲು ನಿರ್ಧರಿಸಲಾಗಿದೆ. ಮೃತರ ಅಂತ್ಯಕ್ರಿಯೆ ಸ್ವಗ್ರಾಮದಲ್ಲಿ ನೆರವೇರಿತು.	[747, 502, 1009, 665]
headline-mahanagara: ಮಹಾನಗರ ಪಾಲಿಕೆಗೆ ಆಡಳಿತಾಧಿಕಾರಿ ನೇಮಕ	[61, 1812, 321, 1834]
tender-schedule-row: ತಾಂತ್ರಿಕ ಬಿಡ್ ತೆರೆಯುವ ದಿನಾಂಕ 29-11-2025ರ ಸಾಯಂಕಾಲ 4:30 ಗಂಟೆಗೆ	[1042, 1576, 1347, 1593]
tender-condition: 3. ಯಾವುದೇ ಟೆಂಡರ್ ಅನ್ನು ಕಾರಣ ನೀಡದೆ ತಿರಸ್ಕರಿಸುವ ಅಧಿಕಾರ ಇಲಾಖೆಗೆ ಕಾಯ್ದಿರಿಸಲಾಗಿದೆ.	[1057, 1627, 1347, 1640]
tender-condition: 4. ನಿಗದಿತ ಅವಧಿಯ ನಂತರ ಸಲ್ಲಿಕೆಯಾದ ಟೆಂಡರ್‌ಗಳನ್ನು ಪರಿಗಣಿಸಲಾಗುವುದಿಲ್ಲ.	[1057, 1642, 1347, 1655]
reg-mark-teal	[677, 0, 701, 10]
edition-city: ರಾಯಚೂರು	[54, 24, 141, 49]
delhi-article-intro: ಅಫ್ತಾಬ್ ಸಿದ್ಧಿಕಿ ಅವರನ್ನು ಅವರ ನಿವಾಸದ ಮೇಲೆ ದಾಳಿ ನಡೆಸಿ ಪರಿಶೀಲನೆ ನಡೆಸಲಾಗುತ್ತಿದೆ. ಭಯೋತ್ಪಾದಕ ಘಟನೆಗಳ ಕುರಿತ ಸುಳಿವು ಬೆಳಕಿಗೆ ಬಂದ ನಂತರ ವಿಧ್ವಂಸಕ ಕೃತ್ಯಗಳ ಸಂಚಿನ ಕುರಿತು ತನಿಖಾ ಸಂಸ್ಥೆಗಳು ವಿಚಾರಣೆ ನಡೆಸುತ್ತಿವೆ. ದೆಹಲಿಯ ವಿವಿಧ ಪ್ರದೇಶಗಳಲ್ಲಿ ರಾಷ್ಟ್ರೀಯ ತನಿಖಾ ಸಂಸ್ಥೆ ಹಾಗೂ ಜಾರಿ ನಿರ್ದೇಶನಾಲಯ ಜಂಟಿ ಕಾರ್ಯಾಚರಣೆ ನಡೆಸಿವೆ. ಒಟ್ಟು 25 ಕಡೆಗಳಲ್ಲಿ ಏಕಕಾಲದಲ್ಲಿ ದಾಳಿ ನಡೆಸಿ ಹಲವು ಮಹತ್ವದ ದಾಖಲೆಗಳನ್ನು ವಶಪಡಿಸಿಕೊಳ್ಳಲಾಗಿದೆ ಎಂದು ಮೂಲಗಳು ತಿಳಿಸಿವೆ.	[19, 139, 363, 227]
headline-bidadi: ಬಿಡದಿ ಬಳಿ ನೂತನ ಐಟಿ ನಗರ	[433, 97, 678, 126]
byline-shikshana: ಸಂಜೆವಾಣಿ ವಾರ್ತೆ	[383, 906, 448, 920]
right-column	[1020, 85, 1368, 2068]
tender-paragraph-1: ಕರ್ನಾಟಕ ಸರ್ಕಾರದ ಆರ್ಥಿಕ ಇಲಾಖೆಯ ಆದೇಶ ಸಂಖ್ಯೆ No.FD 8% Exp-12/2017, Bangalore, dated: 15-09-2017 ರನ್ವಯ ಪಂಚಾಯತ್ ರಾಜ್ ಇಂಜಿನಿಯರಿಂಗ್ ವಿಭಾಗ ಧಾರವಾಡ ವ್ಯಾಪ್ತಿಯ ವಿವಿಧ ಕಾಮಗಾರಿಗಳಿಗೆ ಅರ್ಹ ಗುತ್ತಿಗೆದಾರರಿಂದ ಇ-ಪ್ರೊಕ್ಯೂರ್‌ಮೆಂಟ್ ಮುಖಾಂತರ KW-1 ನಮೂನೆಯಲ್ಲಿ ಟೆಂಡರ್ ಆಹ್ವಾನಿಸಲಾಗಿದೆ. ಟೆಂಡರ್ ದಾಖಲೆಗಳನ್ನು https://kppp.karnataka.gov.in ಅಂತರ್ಜಾಲ ತಾಣದಲ್ಲಿ ಪಡೆಯಬಹುದಾಗಿದೆ. ಅಂದಾಜು ಮೊತ್ತ ರೂ.2000 ಲಕ್ಷಗಳವರೆಗಿನ ಕಾಮಗಾರಿಗಳು ಈ ಪ್ರಕಟಣೆಯಲ್ಲಿ ಒಳಗೊಂಡಿರುತ್ತವೆ.	[1041, 1400, 1347, 1477]
masthead-rule	[12, 76, 1366, 85]
reg-mark-cyan	[1014, 0, 1038, 10]
headline-pati-atte: ಪತಿ, ಅತ್ತೆ ಕಿರುಕುಳ: ಪತ್ನಿ-ಮಗು ಆತ್ಮಹತ್ಯೆ	[440, 503, 671, 524]
article-aims-rank	[1029, 91, 1359, 331]
parisara-article-body: ಬೆಂಗಳೂರು, ನ.18: ಪರಿಸರ ಸಂರಕ್ಷಣೆ ಮತ್ತು ಹಸಿರೀಕರಣದ ನಿಟ್ಟಿನಲ್ಲಿ ರಾಜ್ಯ ಸರ್ಕಾರ ದಿಟ್ಟ ಹೆಜ್ಜೆ ಇಟ್ಟಿದೆ ಎಂದು ಸಚಿವ ನರೇಂದ್ರ ಸ್ವಾಮಿ ಹೇಳಿದರು. ರಾಜ್ಯಾದ್ಯಂತ 11 ಲಕ್ಷ ಸಸಿಗಳನ್ನು ನೆಡುವ ಮಹತ್ವಾಕಾಂಕ್ಷಿ ಯೋಜನೆಗೆ ಚಾಲನೆ ನೀಡಿ ಮಾತನಾಡಿದ ಅವರು, ಅರಣ್ಯ ಪ್ರದೇಶದ ವಿಸ್ತೀರ್ಣ ಹೆಚ್ಚಿಸಲು ಎಲ್ಲ ಇಲಾಖೆಗಳು ಸಮನ್ವಯದಿಂದ ಕೆಲಸ ಮಾಡಬೇಕು ಎಂದರು. ನಗರ ಪ್ರದೇಶಗಳಲ್ಲಿ ಉದ್ಯಾನವನಗಳ ಅಭಿವೃದ್ಧಿ, ಕೆರೆಗಳ ಪುನಶ್ಚೇತನ ಹಾಗೂ ತ್ಯಾಜ್ಯ ನಿರ್ವಹಣೆಗೆ ವಿಶೇಷ ಅನುದಾನ ಒದಗಿಸಲಾಗುವುದು. ಪ್ಲಾಸ್ಟಿಕ್ ಬಳಕೆ ನಿಯಂತ್ರಣಕ್ಕೆ ಕಟ್ಟುನಿಟ್ಟಿನ ಕ್ರಮ ಕೈಗೊಳ್ಳಲಾಗುವುದು ಎಂದು ತಿಳಿಸಿದರು. ಶಾಲಾ ಕಾಲೇಜುಗಳಲ್ಲಿ ಪರಿಸರ ಶಿಕ್ಷಣಕ್ಕೆ ಒತ್ತು ನೀಡಲಾಗುವುದು. ವಿದ್ಯಾರ್ಥಿಗಳು ತಲಾ ಒಂದು ಸಸಿ ನೆಟ್ಟು ಪೋಷಿಸುವ ಅಭಿಯಾನ ಹಮ್ಮಿಕೊಳ್ಳಲಾಗಿದೆ. ಕೈಗಾರಿಕಾ ತ್ಯಾಜ್ಯ ನದಿಗಳಿಗೆ ಸೇರದಂತೆ ತಡೆಯಲು ಸಂಸ್ಕರಣಾ ಘಟಕಗಳ ಸ್ಥಾಪನೆ ಕಡ್ಡಾಯಗೊಳಿಸಲಾಗಿದೆ. ನಿಯಮ ಉಲ್ಲಂಘಿಸುವ ಘಟಕಗಳ ವಿರುದ್ಧ ಕಠಿಣ ಕ್ರಮ ಜರುಗಿಸಲಾಗುವುದು ಎಂದು ಎಚ್ಚರಿಕೆ ನೀಡಿದರು. ಮಳೆ ನೀರು ಕೊಯ್ಲು ಅಳವಡಿಕೆಗೆ ಪ್ರೋತ್ಸಾಹ ಧನ ನೀಡುವ ಯೋಜನೆಯನ್ನು ವಿಸ್ತರಿಸಲಾಗುವುದು. ಸೌರ ಶಕ್ತಿ ಬಳಕೆ ಉತ್ತೇಜಿಸಲು ವಿಶೇಷ ಪ್ಯಾಕೇಜ್ ಘೋಷಿಸಲಾಗುವುದು ಎಂದರು. ಹಸಿರು ಕವಚ ಯೋಜನೆಯಡಿ ರಸ್ತೆ ಬದಿ ಹಾಗೂ ಸರ್ಕಾರಿ ಜಾಗಗಳಲ್ಲಿ ವ್ಯಾಪಕ ಸಸಿ ನೆಡುವ ಕಾರ್ಯಕ್ರಮ ನಡೆಯಲಿದೆ. ಅರಣ್ಯ ಇಲಾಖೆ ನರ್ಸರಿಗಳಲ್ಲಿ ಉಚಿತ ಸಸಿ ವಿತರಣೆ ವ್ಯವಸ್ಥೆ ಮಾಡಲಾಗಿದೆ. ಪರಿಸರ ಸ್ನೇಹಿ ಜೀವನ ಶೈಲಿಯನ್ನು ಅಳವಡಿಸಿಕೊಳ್ಳುವಂತೆ ಸಾರ್ವಜನಿಕರಲ್ಲಿ ಮನವಿ ಮಾಡಿದರು. ಜಲ ಮೂಲಗಳ ಸಂರಕ್ಷಣೆಗೆ ಸಮುದಾಯದ ಸಹಭಾಗಿತ್ವ ಅತ್ಯಗತ್ಯ. ಪ್ರತಿ ಗ್ರಾಮದಲ್ಲಿಯೂ ಜಲಮಿತ್ರರ ತಂಡ ರಚಿಸಲಾಗುವುದು. ಅಂತರ್ಜಲ ಮಟ್ಟ ಹೆಚ್ಚಿಸಲು ಚೆಕ್ ಡ್ಯಾಂಗಳ ನಿರ್ಮಾಣ ಕೈಗೊಳ್ಳಲಾಗುವುದು ಎಂದು ವಿವರಿಸಿದರು. ಹವಾಮಾನ ವೈಪರೀತ್ಯದ ಸವಾಲುಗಳನ್ನು ಎದುರಿಸಲು ರಾಜ್ಯ ಮಟ್ಟದ ಕ್ರಿಯಾ ಯೋಜನೆ ಸಿದ್ಧಪಡಿಸಲಾಗುತ್ತಿದೆ. ಇದಕ್ಕಾಗಿ ರೂ.1,407 ಕೋಟಿ ಅನುದಾನ ಮೀಸಲಿಡಲಾಗಿದೆ. ಒಟ್ಟು 1,063 ಕೆರೆಗಳ ಸಮೀಕ್ಷೆ ಪೂರ್ಣಗೊಂಡಿದೆ. 25 ಜಿಲ್ಲೆಗಳಲ್ಲಿ ಹಸಿರು ಗ್ರಾಮ ಯೋಜನೆ ಜಾರಿಯಲ್ಲಿದೆ. 14 ನಗರಗಳಲ್ಲಿ ವಾಯು ಗುಣಮಟ್ಟ ಮಾಪನ ಕೇಂದ್ರ ಸ್ಥಾಪಿಸಲಾಗುವುದು. ತಜ್ಞರ ಸಮಿತಿಯ ಶಿಫಾರಸುಗಳನ್ನು ಹಂತ ಹಂತವಾಗಿ ಅನುಷ್ಠಾನಗೊಳಿಸಲಾಗುವುದು. ಪರಿಸರ ಕಾಳಜಿಯುಳ್ಳ ಸಂಸ್ಥೆಗಳ ಸಹಕಾರವನ್ನೂ ಪಡೆಯಲಾಗುವುದು ಎಂದು ಸಚಿವರು ತಿಳಿಸಿದರು. ಕಾರ್ಯಕ್ರಮದಲ್ಲಿ ಇಲಾಖೆಯ ಹಿರಿಯ ಅಧಿಕಾರಿಗಳು, ಪರಿಸರ ಪ್ರೇಮಿಗಳು ಹಾಗೂ ವಿದ್ಯಾರ್ಥಿಗಳು ಭಾಗವಹಿಸಿದ್ದರು.	[1029, 422, 1359, 826]
tender-reference-date: ದಿನಾಂಕ: 17-11-2025	[1268, 1354, 1347, 1365]
black-dot	[147, 2116, 160, 2129]
umar-profile-body: ಉಗ್ರ ಡಾ. ಉಮರ್ ಮೂಲತಃ ಪುಲ್ವಾಮಾದ ಕೋಯಿಲ್ ಗ್ರಾಮದವ. ಆತ ಸಾಮಾನ್ಯ ಕುಟುಂಬದಿಂದ ಬಂದವನಾಗಿದ್ದು, ವೈದ್ಯಕೀಯ ಪದವಿ ಪಡೆದ ಬಳಿಕ ಅಲ್ ಫಲಾ ವಿಶ್ವವಿದ್ಯಾಲಯದಲ್ಲಿ ಪ್ರಾಧ್ಯಾಪಕನಾಗಿ ಕಾರ್ಯನಿರ್ವಹಿಸುತ್ತಿದ್ದ. ಆತನ ಸಂಪರ್ಕ ಜಾಲದ ಕುರಿತು ತನಿಖಾ ಸಂಸ್ಥೆಗಳು ಮಾಹಿತಿ ಕಲೆಹಾಕಿವೆ. ಸ್ಫೋಟಕ್ಕೆ ಬಳಸಿದ ಕಾರನ್ನು ಆತನೇ ಚಲಾಯಿಸುತ್ತಿದ್ದ ಎಂದು ಪೊಲೀಸ್ ಮೂಲಗಳು ಖಚಿತಪಡಿಸಿವೆ. ಆತನ ವಾಸಸ್ಥಳದ ಶೋಧದ ವೇಳೆ ಸುಮಾರು 2,900 ಕೆಜಿ ಅಮೋನಿಯಂ ನೈಟ್ರೇಟ್ ಸೇರಿದಂತೆ ಭಾರಿ ಪ್ರಮಾಣದ ಸ್ಫೋಟಕ ವಸ್ತು ವಶಪಡಿಸಿಕೊಳ್ಳಲಾಗಿದೆ. ಜನವರಿ 9 ರಂದು ಫರಿದಾಬಾದ್‌ನಲ್ಲಿ ನಡೆದ ವಹಿವಾಟಿನ ಮಾಹಿತಿಯೂ ಲಭ್ಯವಾಗಿದೆ. ಈ ಎಲ್ಲಾ ಅಂಶಗಳನ್ನು ಆಧರಿಸಿ ಎನ್‌ಐಎ ತನಿಖೆ ಮುಂದುವರಿಸಿದ್ದು, ಇನ್ನಷ್ಟು ಮಂದಿಯನ್ನು ವಶಕ್ಕೆ ಪಡೆಯುವ ಸಾಧ್ಯತೆ ಇದೆ.	[192, 392, 356, 661]
article-bidadi-it-city	[383, 91, 1009, 498]
